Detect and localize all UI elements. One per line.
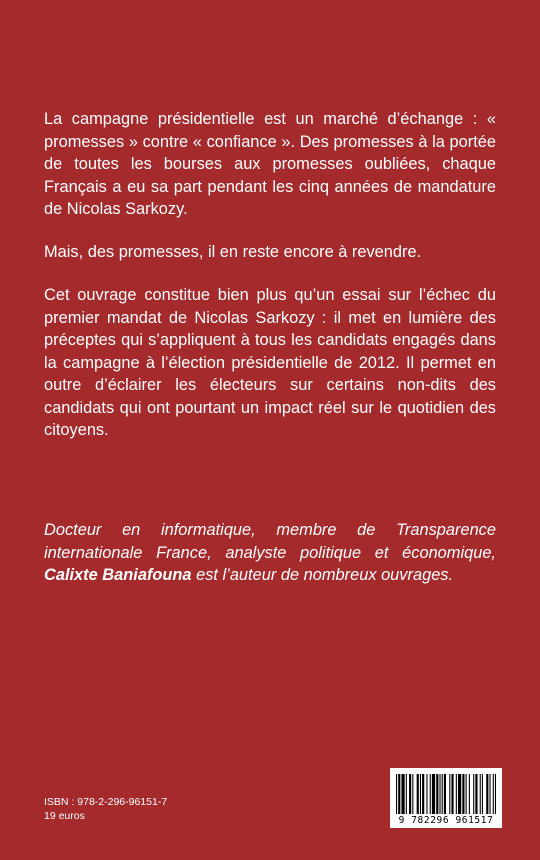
- barcode-bar: [495, 774, 496, 814]
- barcode-bar: [409, 774, 411, 814]
- barcode-bar: [436, 774, 438, 814]
- barcode-bar: [430, 774, 431, 814]
- price: 19 euros: [44, 810, 85, 822]
- barcode-bar: [489, 774, 490, 814]
- barcode-bars: [396, 774, 496, 814]
- barcode-bar: [466, 774, 467, 814]
- barcode-digits: 9 782296 961517: [398, 815, 494, 826]
- barcode-bar: [444, 774, 446, 814]
- barcode-bar: [432, 774, 435, 814]
- barcode-bar: [456, 774, 457, 814]
- barcode-bar: [449, 774, 450, 814]
- barcode-bar: [482, 774, 483, 814]
- barcode-bar: [398, 774, 400, 814]
- barcode-bar: [469, 774, 470, 814]
- barcode-bar: [480, 774, 481, 814]
- barcode-bar: [458, 774, 461, 814]
- author-bio-before: Docteur en informatique, membre de Transparence internationale France, analyste politique et économique,: [44, 521, 496, 562]
- barcode-bar: [462, 774, 464, 814]
- paragraph-promises: Mais, des promesses, il en reste encore à revendre.: [44, 242, 422, 261]
- paragraph-intro: La campagne présidentielle est un marché d’échange : « promesses » contre « confiance ». Des promesses à la portée de toutes les bourses aux promesses oubliées, chaque Français a eu sa part pendant les cinq années de mandature de Nicolas Sarkozy.: [44, 110, 496, 218]
- barcode-bar: [426, 774, 427, 814]
- barcode-bar: [412, 774, 413, 814]
- barcode-bar: [420, 774, 421, 814]
- barcode-bar: [439, 774, 440, 814]
- barcode-bar: [406, 774, 407, 814]
- paragraph-book-summary: Cet ouvrage constitue bien plus qu’un essai sur l’échec du premier mandat de Nicolas Sarkozy : il met en lumière des préceptes qui s’appliquent à tous les candidats engagés dans la campagne à l’élection présidentielle de 2012. Il permet en outre d’éclairer les électeurs sur certains non-dits des candidats qui ont pourtant un impact réel sur le quotidien des citoyens.: [44, 286, 496, 439]
- author-name: Calixte Baniafouna: [44, 566, 192, 584]
- barcode-bar: [473, 774, 474, 814]
- barcode-bar: [396, 774, 397, 814]
- isbn-block: [44, 795, 167, 823]
- barcode-bar: [451, 774, 453, 814]
- author-bio: [44, 519, 496, 587]
- barcode-bar: [422, 774, 424, 814]
- isbn-number: ISBN : 978-2-296-96151-7: [44, 796, 168, 808]
- barcode-bar: [475, 774, 477, 814]
- author-bio-after: est l’auteur de nombreux ouvrages.: [191, 566, 454, 584]
- barcode-bar: [486, 774, 488, 814]
- barcode: [390, 768, 502, 828]
- barcode-bar: [493, 774, 494, 814]
- barcode-bar: [401, 774, 404, 814]
- barcode-bar: [442, 774, 443, 814]
- barcode-bar: [417, 774, 419, 814]
- blurb: [44, 108, 496, 462]
